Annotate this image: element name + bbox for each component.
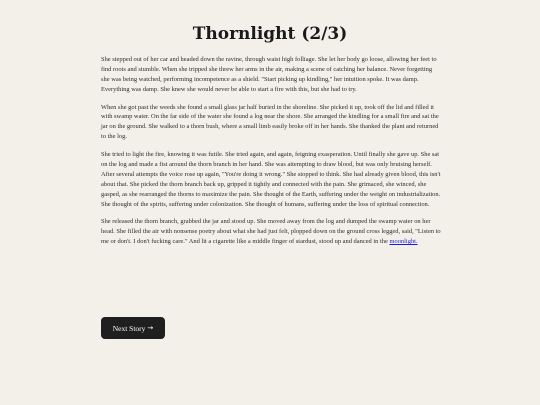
next-story-label: Next Story bbox=[112, 323, 146, 333]
arrow-right-icon: → bbox=[147, 324, 154, 332]
story-body bbox=[101, 55, 441, 255]
next-story-button[interactable] bbox=[101, 317, 165, 339]
story-paragraph-text: She released the thorn branch, grabbed the jar and stood up. She moved away from the log and dumped the swamp water on her head. She filled the air with nonsense poetry about what she had just felt, plopped down on the ground cross legged, said, "Listen to me or don't. I don't fucking care." And lit a cigarette like a middle finger of stardust, stood up and danced in the bbox=[101, 218, 441, 246]
story-title: Thornlight (2/3) bbox=[192, 24, 348, 44]
moonlight-link[interactable]: moonlight. bbox=[389, 238, 418, 246]
story-paragraph: When she got past the weeds she found a small glass jar half buried in the shoreline. She picked it up, took off the lid and filled it with swamp water. On the far side of the water she found a log near the shore. She arranged the kindling for a small fire and sat the jar on the ground. She walked to a thorn bush, where a small limb easily broke off in her hands. She thanked the plant and returned to the log. bbox=[101, 103, 439, 141]
story-paragraph-last bbox=[101, 217, 441, 247]
story-paragraph: She tried to light the fire, knowing it was futile. She tried again, and again, feigning exasperation. Until finally she gave up. She sat on the log and made a fist around the thorn branch in her hand. She was attempting to draw blood, but was only bruising herself. After several attempts the voice rose up again, "You're doing it wrong." She stopped to think. She had already given blood, this isn't about that. She picked the thorn branch back up, gripped it tightly and connected with the pain. She grimaced, she winced, she gasped, as she rearranged the thorns to maximize the pain. She thought of the Earth, suffering under the weight on industrialization. She thought of the spirits, suffering under colonization. She thought of humans, suffering under the loss of spiritual connection. bbox=[101, 151, 441, 208]
story-paragraph: She stepped out of her car and headed down the ravine, through waist high folliage. She let her body go loose, allowing her feet to find roots and stumble. When she tripped she threw her arms in the air, making a scene of catching her balance. Never forgetting she was being watched, performing incompetence as a shield. "Start picking up kindling," her intuition spoke. It was damp. Everything was damp. She knew she would never be able to start a fire with this, but she had to try. bbox=[101, 56, 437, 93]
